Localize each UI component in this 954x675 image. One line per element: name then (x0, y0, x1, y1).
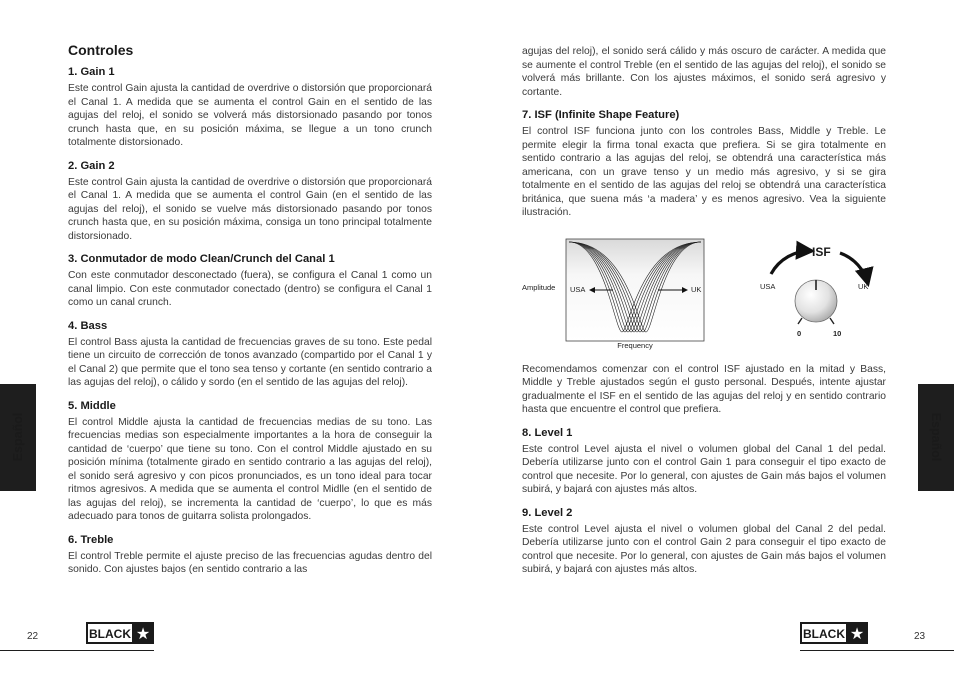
section-text-bass: El control Bass ajusta la cantidad de frecuencias graves de su tono. Este pedal tiene un circuito de corrección de tonos avanzado (compartido por el Canal 1 y el Canal 2) que permite que el tono sea tenso y cortante (en sentido contrario a las agujas del reloj), o cálido y sordo (en el sentido de las agujas del reloj). (68, 336, 432, 388)
section-text-gain-2: Este control Gain ajusta la cantidad de overdrive o distorsión que proporcionará el Canal 1. A medida que se aumenta el control Gain (en el sentido de las agujas del reloj), el sonido se vuelve más distorsionado pasando por tonos crunch hasta que, en su posición máxima, consiga un tono principal totalmente distorsionado. (68, 176, 432, 242)
page-heading: Controles (68, 42, 134, 58)
knob-max-label: 10 (833, 329, 842, 338)
section-text-level-2: Este control Level ajusta el nivel o volumen global del Canal 2 del pedal. Debería utilizarse junto con el control Gain 2 para conseguir el tipo exacto de control que necesite. Por lo general, con ajustes de Gain más bajos el volumen subirá, y bajará con ajustes más altos. (522, 523, 886, 575)
graph-y-label: Amplitude (522, 283, 556, 292)
graph-usa-label: USA (570, 285, 586, 294)
section-title-level-1: 8. Level 1 (522, 426, 573, 439)
section-title-gain-2: 2. Gain 2 (68, 159, 115, 172)
section-text-clean-crunch: Con este conmutador desconectado (fuera), se configura el Canal 1 como un canal limpio. Con este conmutador conectado (dentro) se configura el Canal 1 como un canal crunch. (68, 270, 432, 308)
section-title-clean-crunch: 3. Conmutador de modo Clean/Crunch del Canal 1 (68, 253, 335, 265)
logo-star-right-icon: ★ (849, 624, 865, 643)
section-text-level-1: Este control Level ajusta el nivel o volumen global del Canal 1 del pedal. Debería utilizarse junto con el control Gain 1 para conseguir el tipo exacto de control que necesite. Por lo general, con ajustes de Gain más bajos el volumen subirá, y bajará con ajustes más altos. (522, 443, 886, 495)
knob-arc-left-icon (771, 251, 812, 274)
knob-min-label: 0 (797, 329, 802, 338)
brand-logo-right (800, 622, 868, 644)
section-title-isf: 7. ISF (Infinite Shape Feature) (522, 109, 680, 121)
logo-star-left-icon: ★ (135, 624, 151, 643)
section-title-bass: 4. Bass (68, 319, 108, 332)
knob-arc-right-icon (840, 253, 868, 284)
treble-continued-text: agujas del reloj), el sonido será cálido y más oscuro de carácter. A medida que se aumente el control Treble (en el sentido de las agujas del reloj), el sonido se volverá más brillante. Con los ajustes máximos, el sonido será agresivo y cortante. (522, 46, 886, 98)
section-title-gain-1: 1. Gain 1 (68, 66, 115, 78)
page-number-right: 23 (914, 631, 926, 642)
knob-title: ISF (812, 245, 831, 259)
section-text-middle: El control Middle ajusta la cantidad de frecuencias medias de su tono. Las frecuencias medias son especialmente importantes a la hora de conseguir la cantidad de ‘cuerpo’ que tiene su tono. Con el control Middle ajustado en su posición mínima (totalmente girado en sentido contrario a las agujas del reloj), el sonido será agresivo y con picos pronunciados, es un tono ideal para tocar ritmos agresivos. A medida que se aumenta el control Midlle (en el sentido de las agujas del reloj), se incrementa la cantidad de ‘cuerpo’, lo que es más adecuado para tonos de guitarra solista prolongados. (68, 416, 432, 522)
graph-uk-label: UK (691, 285, 702, 294)
language-tab-right-label: Español (929, 412, 943, 462)
isf-recommendation-text: Recomendamos comenzar con el control ISF ajustado en la mitad y Bass, Middle y Treble ajustados según el gusto personal. Después, intente ajustar gradualmente el ISF en el sentido de las agujas del reloj y en sentido contrario hasta que encuentre el control que prefiera. (522, 363, 886, 415)
knob-max-tick (830, 318, 834, 324)
isf-illustration (522, 232, 886, 356)
logo-text-left: BLACK (89, 627, 131, 641)
section-text-isf: El control ISF funciona junto con los controles Bass, Middle y Treble. Le permite elegir la firma tonal exacta que prefiera. Si se gira totalmente en sentido contrario a las agujas del reloj, se obtendrá una característica más americana, con un grave tenso y un medio más agresivo, y si se gira totalmente en el sentido de las agujas del reloj se obtendrá una característica británica, que suena más ‘a madera’ y es menos agresivo. Vea la siguiente ilustración. (522, 126, 886, 218)
footer-rule-right (800, 650, 954, 651)
brand-logo-left (86, 622, 154, 644)
section-text-treble: El control Treble permite el ajuste preciso de las frecuencias agudas dentro del sonido. Con ajustes bajos (en sentido contrario a las (68, 550, 432, 575)
section-text-gain-1: Este control Gain ajusta la cantidad de overdrive o distorsión que proporcionará el Canal 1. A medida que se aumenta el control Gain en el sentido de las agujas del reloj, el sonido se volverá más distorsionado pasando por tonos crunch hasta que, en su posición máxima, se llegue a un tono crunch totalmente distorsionado. (68, 83, 432, 148)
knob-uk-label: UK (858, 282, 869, 291)
left-page-content (68, 42, 432, 586)
page-number-left: 22 (27, 631, 39, 642)
section-title-middle: 5. Middle (68, 399, 116, 412)
knob-min-tick (798, 318, 802, 324)
footer-rule-left (0, 650, 154, 651)
knob-usa-label: USA (760, 282, 776, 291)
isf-illustration-svg (522, 232, 886, 356)
section-title-level-2: 9. Level 2 (522, 506, 573, 519)
logo-text-right: BLACK (803, 627, 845, 641)
section-title-treble: 6. Treble (68, 533, 114, 546)
graph-x-label: Frequency (617, 341, 653, 350)
language-tab-left-label: Español (11, 412, 25, 462)
